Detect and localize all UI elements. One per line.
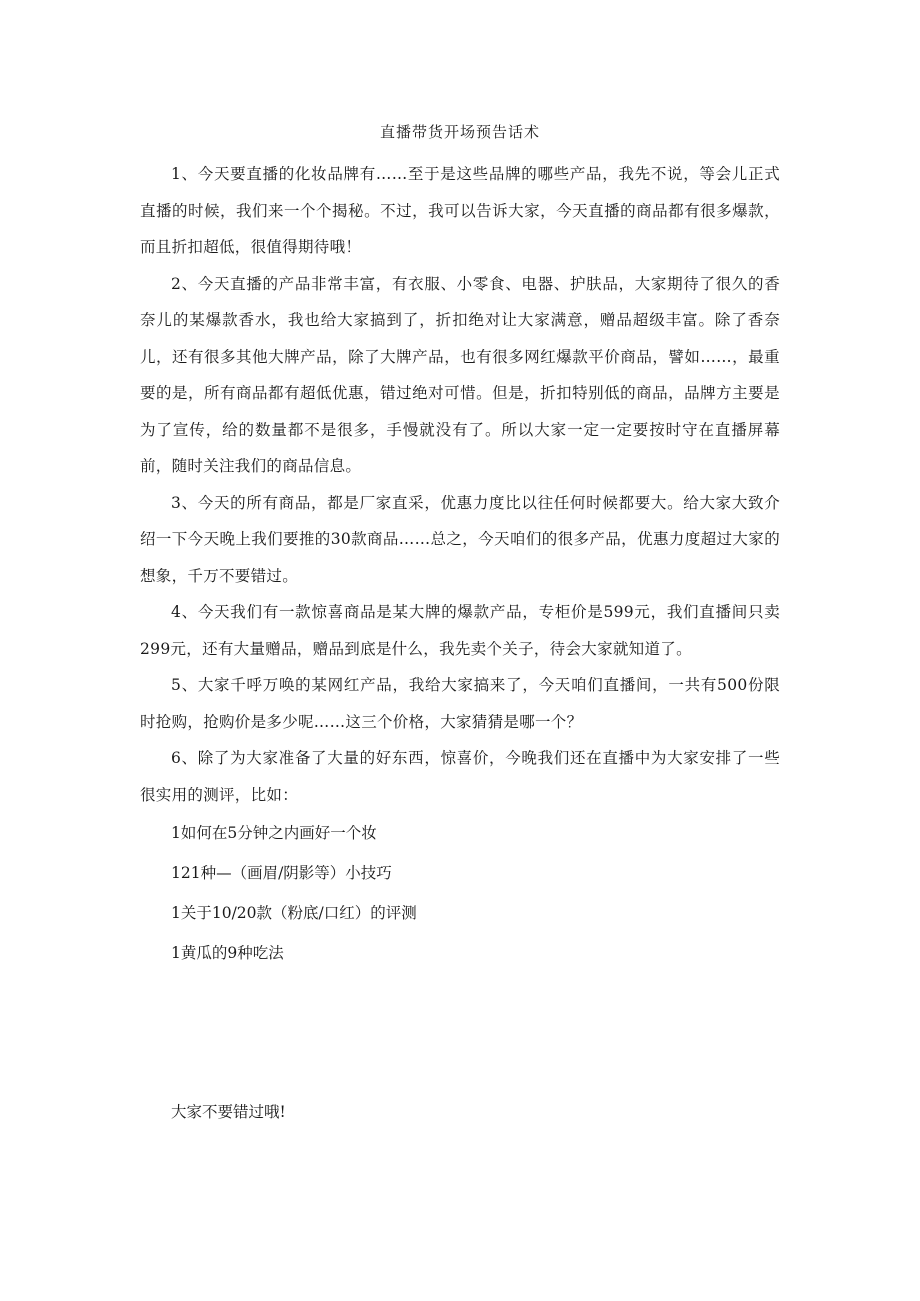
list-item: 1黄瓜的9种吃法 [171, 944, 284, 962]
paragraph-5: 5、大家千呼万唤的某网红产品，我给大家搞来了，今天咱们直播间，一共有500份限时抢购，抢购价是多少呢……这三个价格，大家猜猜是哪一个？ [140, 676, 780, 731]
list-item: 1关于10/20款（粉底/口红）的评测 [171, 904, 417, 922]
closing-line: 大家不要错过哦! [171, 1103, 286, 1121]
document-title: 直播带货开场预告话术 [379, 123, 540, 141]
review-list [140, 813, 780, 973]
paragraph-1: 1、今天要直播的化妆品牌有……至于是这些品牌的哪些产品，我先不说，等会儿正式直播的时候，我们来一个个揭秘。不过，我可以告诉大家，今天直播的商品都有很多爆款，而且折扣超低，很值得期待哦！ [140, 165, 780, 256]
document-body [140, 156, 780, 973]
paragraph-6: 6、除了为大家准备了大量的好东西，惊喜价，今晚我们还在直播中为大家安排了一些很实用的测评，比如： [140, 749, 780, 804]
list-item: 121种—（画眉/阴影等）小技巧 [171, 864, 392, 882]
paragraph-2: 2、今天直播的产品非常丰富，有衣服、小零食、电器、护肤品，大家期待了很久的香奈儿的某爆款香水，我也给大家搞到了，折扣绝对让大家满意，赠品超级丰富。除了香奈儿，还有很多其他大牌产品，除了大牌产品，也有很多网红爆款平价商品，譬如……，最重要的是，所有商品都有超低优惠，错过绝对可惜。但是，折扣特别低的商品，品牌方主要是为了宣传，给的数量都不是很多，手慢就没有了。所以大家一定一定要按时守在直播屏幕前，随时关注我们的商品信息。 [140, 274, 780, 475]
paragraph-4: 4、今天我们有一款惊喜商品是某大牌的爆款产品，专柜价是599元，我们直播间只卖299元，还有大量赠品，赠品到底是什么，我先卖个关子，待会大家就知道了。 [140, 603, 780, 658]
paragraph-3: 3、今天的所有商品，都是厂家直采，优惠力度比以往任何时候都要大。给大家大致介绍一下今天晚上我们要推的30款商品……总之，今天咱们的很多产品，优惠力度超过大家的想象，千万不要错过。 [140, 493, 780, 585]
list-item: 1如何在5分钟之内画好一个妆 [171, 824, 377, 842]
